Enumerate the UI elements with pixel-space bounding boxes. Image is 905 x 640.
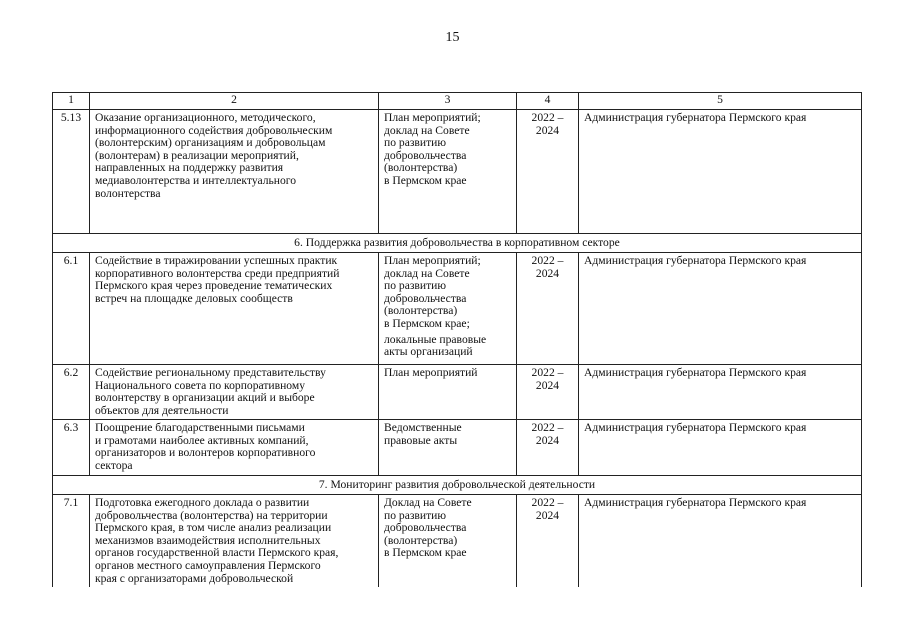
- period-start: 2022 –: [531, 496, 564, 509]
- form-line: по развитию: [384, 508, 447, 522]
- form-line: Ведомственные: [384, 421, 462, 434]
- form-line: (волонтерства): [384, 304, 458, 318]
- activity-line: механизмов взаимодействия исполнительных: [95, 533, 321, 547]
- period-cell: [517, 495, 579, 587]
- form-line: акты организаций: [384, 345, 473, 359]
- period-end: 2024: [535, 266, 560, 280]
- activity-line: и грамотами наиболее активных компаний,: [95, 433, 309, 447]
- activity-line: объектов для деятельности: [95, 403, 229, 417]
- activity-line: Поощрение благодарственными письмами: [95, 421, 305, 434]
- form-line: в Пермском крае: [384, 546, 467, 560]
- executor-cell: Администрация губернатора Пермского края: [579, 365, 862, 420]
- table-row: [53, 365, 862, 420]
- activity-line: Национального совета по корпоративному: [95, 378, 306, 392]
- activity-line: информационного содействия добровольческим: [95, 123, 333, 137]
- section-row: [53, 476, 862, 495]
- column-header: 5: [579, 93, 862, 110]
- table-row: [53, 110, 862, 234]
- period-cell: [517, 365, 579, 420]
- activity-line: органов местного самоуправления Пермского: [95, 558, 321, 572]
- activity-cell: [90, 365, 379, 420]
- form-line: добровольчества: [384, 521, 467, 535]
- item-number: 6.2: [53, 365, 90, 420]
- item-number: 7.1: [53, 495, 90, 587]
- form-cell: [379, 420, 517, 476]
- form-line: доклад на Совете: [384, 123, 470, 137]
- column-header: 1: [53, 93, 90, 110]
- column-header: 4: [517, 93, 579, 110]
- form-line: в Пермском крае: [384, 173, 467, 187]
- period-start: 2022 –: [531, 111, 564, 124]
- activity-cell: [90, 420, 379, 476]
- section-row: [53, 234, 862, 253]
- activity-line: Подготовка ежегодного доклада о развитии: [95, 496, 310, 509]
- form-cell: [379, 110, 517, 234]
- action-plan-table: [52, 92, 862, 587]
- activity-line: края с организаторами добровольческой: [95, 571, 294, 585]
- activity-line: (волонтерам) в реализации мероприятий,: [95, 148, 299, 162]
- activity-line: волонтерству в организации акций и выборе: [95, 391, 315, 405]
- form-line: План мероприятий;: [384, 111, 481, 124]
- form-line: в Пермском крае;: [384, 316, 470, 330]
- activity-cell: [90, 253, 379, 365]
- form-line: добровольчества: [384, 148, 467, 162]
- activity-line: Содействие в тиражировании успешных практик: [95, 254, 338, 267]
- item-number: 5.13: [53, 110, 90, 234]
- column-header: 3: [379, 93, 517, 110]
- form-line: добровольчества: [384, 291, 467, 305]
- table-header-row: [53, 93, 862, 110]
- period-cell: [517, 110, 579, 234]
- form-line: доклад на Совете: [384, 266, 470, 280]
- activity-line: (волонтерским) организациям и добровольцам: [95, 136, 326, 150]
- period-end: 2024: [535, 123, 560, 137]
- period-start: 2022 –: [531, 254, 564, 267]
- activity-line: органов государственной власти Пермского края,: [95, 546, 339, 560]
- activity-line: медиаволонтерства и интеллектуального: [95, 173, 297, 187]
- period-cell: [517, 420, 579, 476]
- form-line: План мероприятий;: [384, 254, 481, 267]
- form-line: (волонтерства): [384, 533, 458, 547]
- activity-line: направленных на поддержку развития: [95, 161, 284, 175]
- section-title: 7. Мониторинг развития добровольческой деятельности: [53, 476, 862, 495]
- item-number: 6.3: [53, 420, 90, 476]
- executor-cell: Администрация губернатора Пермского края: [579, 495, 862, 587]
- form-cell: [379, 253, 517, 365]
- table-row: [53, 253, 862, 365]
- form-line: Доклад на Совете: [384, 496, 472, 509]
- period-end: 2024: [535, 378, 560, 392]
- period-cell: [517, 253, 579, 365]
- form-line: План мероприятий: [384, 366, 478, 379]
- executor-cell: Администрация губернатора Пермского края: [579, 420, 862, 476]
- column-header: 2: [90, 93, 379, 110]
- activity-cell: [90, 495, 379, 587]
- activity-line: встреч на площадке деловых сообществ: [95, 291, 293, 305]
- form-line: локальные правовые: [384, 332, 487, 346]
- activity-line: сектора: [95, 458, 133, 472]
- period-end: 2024: [535, 433, 560, 447]
- form-line: по развитию: [384, 136, 447, 150]
- activity-line: волонтерства: [95, 186, 161, 200]
- activity-line: Пермского края, в том числе анализ реализации: [95, 521, 332, 535]
- period-end: 2024: [535, 508, 560, 522]
- form-cell: [379, 365, 517, 420]
- form-cell: [379, 495, 517, 587]
- period-start: 2022 –: [531, 421, 564, 434]
- activity-line: добровольчества (волонтерства) на территории: [95, 508, 328, 522]
- form-line: правовые акты: [384, 433, 458, 447]
- activity-line: корпоративного волонтерства среди предприятий: [95, 266, 340, 280]
- form-line: (волонтерства): [384, 161, 458, 175]
- page-number: 15: [445, 30, 460, 45]
- activity-line: Содействие региональному представительству: [95, 366, 326, 379]
- activity-cell: [90, 110, 379, 234]
- period-start: 2022 –: [531, 366, 564, 379]
- activity-line: организаторов и волонтеров корпоративного: [95, 446, 316, 460]
- table-row: [53, 420, 862, 476]
- form-line: по развитию: [384, 279, 447, 293]
- activity-line: Пермского края через проведение тематических: [95, 279, 333, 293]
- activity-line: Оказание организационного, методического,: [95, 111, 316, 124]
- executor-cell: Администрация губернатора Пермского края: [579, 110, 862, 234]
- executor-cell: Администрация губернатора Пермского края: [579, 253, 862, 365]
- section-title: 6. Поддержка развития добровольчества в корпоративном секторе: [53, 234, 862, 253]
- table-row: [53, 495, 862, 587]
- item-number: 6.1: [53, 253, 90, 365]
